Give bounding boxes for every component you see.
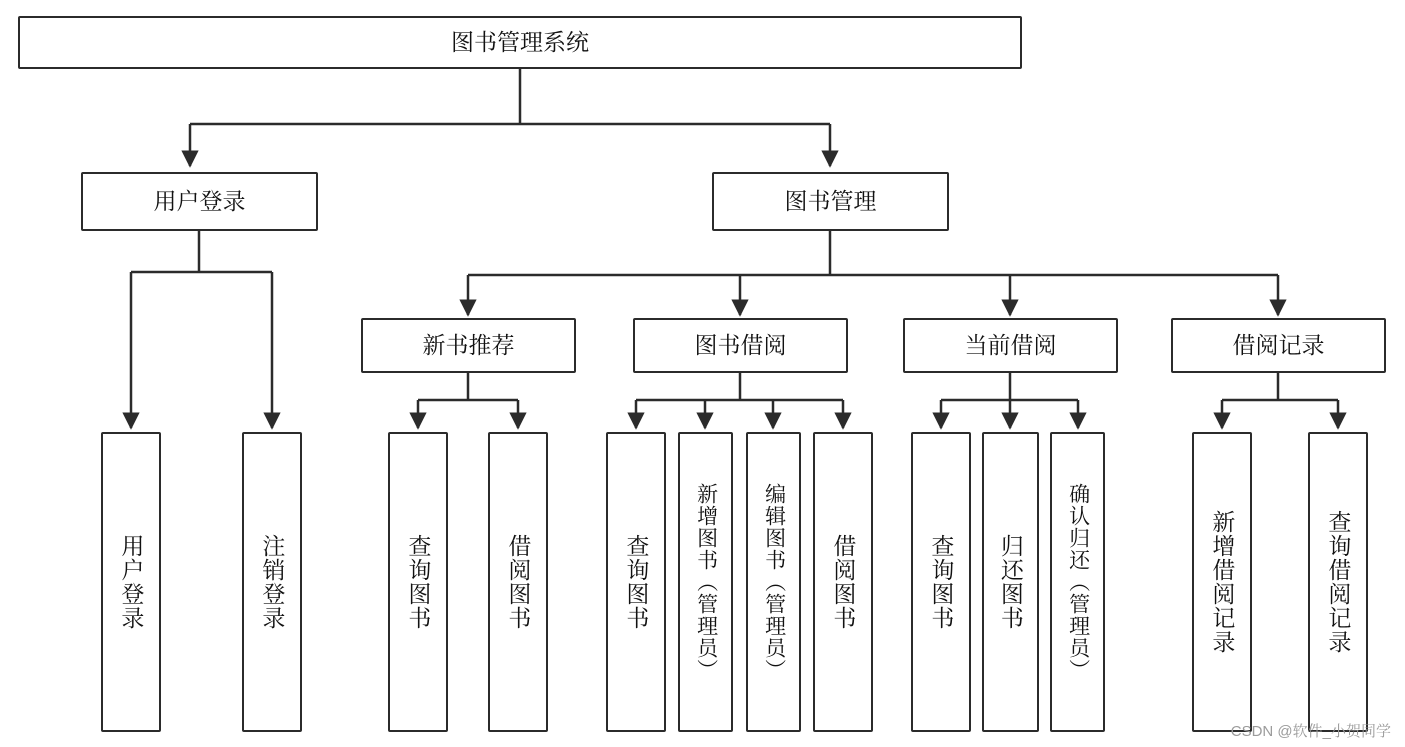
- node-borrow-record[interactable]: 借阅记录: [1171, 318, 1386, 373]
- node-current-return-book[interactable]: 归还图书: [982, 432, 1039, 732]
- node-new-book-recommend[interactable]: 新书推荐: [361, 318, 576, 373]
- node-record-query[interactable]: 查询借阅记录: [1308, 432, 1368, 732]
- node-login-user[interactable]: 用户登录: [101, 432, 161, 732]
- node-book-borrow[interactable]: 图书借阅: [633, 318, 848, 373]
- node-rec-borrow-book[interactable]: 借阅图书: [488, 432, 548, 732]
- node-record-add[interactable]: 新增借阅记录: [1192, 432, 1252, 732]
- node-root[interactable]: 图书管理系统: [18, 16, 1022, 69]
- node-rec-query-book[interactable]: 查询图书: [388, 432, 448, 732]
- node-borrow-query-book[interactable]: 查询图书: [606, 432, 666, 732]
- watermark: CSDN @软件_小贺同学: [1230, 723, 1391, 740]
- node-current-borrow[interactable]: 当前借阅: [903, 318, 1118, 373]
- node-book-management[interactable]: 图书管理: [712, 172, 949, 231]
- node-user-login[interactable]: 用户登录: [81, 172, 318, 231]
- node-current-confirm-return[interactable]: 确认归还（管理员）: [1050, 432, 1105, 732]
- node-borrow-lend-book[interactable]: 借阅图书: [813, 432, 873, 732]
- node-logout-user[interactable]: 注销登录: [242, 432, 302, 732]
- node-borrow-edit-book[interactable]: 编辑图书（管理员）: [746, 432, 801, 732]
- node-current-query-book[interactable]: 查询图书: [911, 432, 971, 732]
- node-borrow-add-book[interactable]: 新增图书（管理员）: [678, 432, 733, 732]
